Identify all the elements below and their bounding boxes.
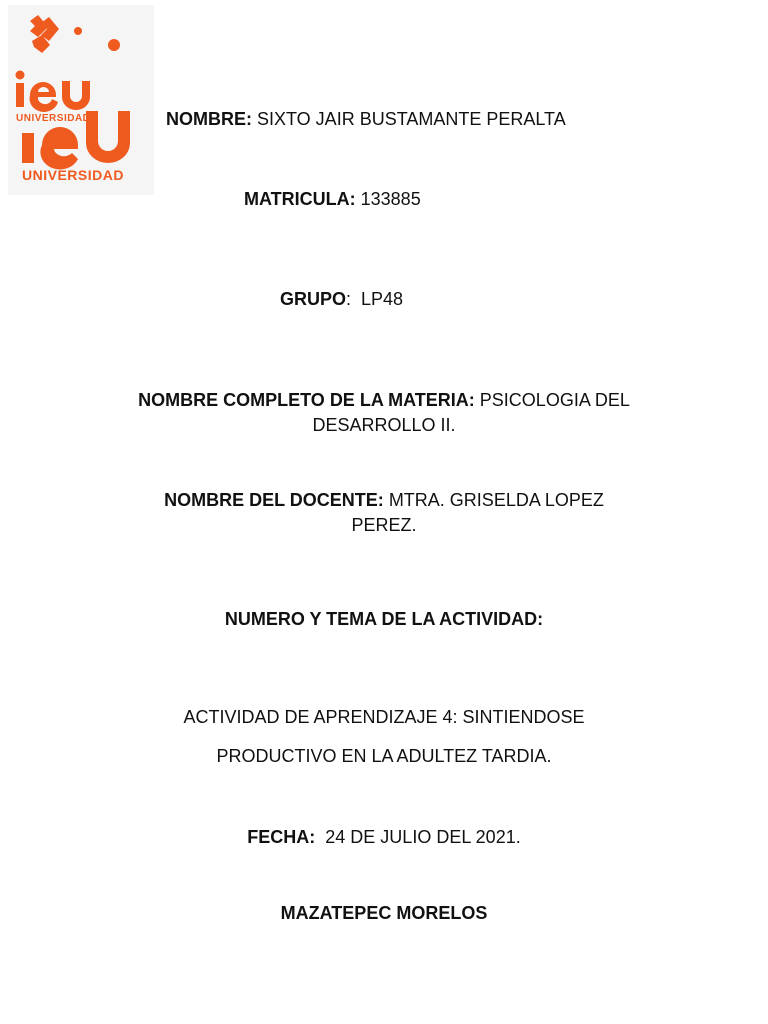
materia-label: NOMBRE COMPLETO DE LA MATERIA: [138,390,475,410]
ieu-logo [8,5,154,195]
docente-line-2 [0,514,768,536]
actividad-heading [0,608,768,630]
logo-wordmark-small: UNIVERSIDAD [16,113,91,124]
fecha-line [0,826,768,848]
fecha-label: FECHA: [247,827,316,847]
materia-value-1: PSICOLOGIA DEL [474,390,630,410]
materia-line-1 [0,389,768,411]
nombre-label: NOMBRE: [166,109,252,129]
grupo-line [280,288,403,310]
docente-value-2: PEREZ. [351,515,417,535]
docente-value-1: MTRA. GRISELDA LOPEZ [383,490,604,510]
nombre-line [166,108,566,130]
materia-value-2: DESARROLLO II. [312,415,456,435]
nombre-value: SIXTO JAIR BUSTAMANTE PERALTA [252,109,566,129]
logo-wordmark-large: UNIVERSIDAD [22,167,124,183]
materia-line-2 [0,414,768,436]
grupo-value: : LP48 [346,289,404,309]
docente-label: NOMBRE DEL DOCENTE: [164,490,384,510]
fecha-value: 24 DE JULIO DEL 2021. [315,827,521,847]
actividad-heading-text: NUMERO Y TEMA DE LA ACTIVIDAD: [224,609,544,629]
lugar-line [0,902,768,924]
actividad-line-1: ACTIVIDAD DE APRENDIZAJE 4: SINTIENDOSE [183,707,585,727]
actividad-line-2: PRODUCTIVO EN LA ADULTEZ TARDIA. [216,746,552,766]
matricula-line [244,188,421,210]
matricula-value: 133885 [355,189,421,209]
grupo-label: GRUPO [280,289,347,309]
lugar-text: MAZATEPEC MORELOS [280,903,488,923]
docente-line-1 [0,489,768,511]
matricula-label: MATRICULA: [244,189,356,209]
